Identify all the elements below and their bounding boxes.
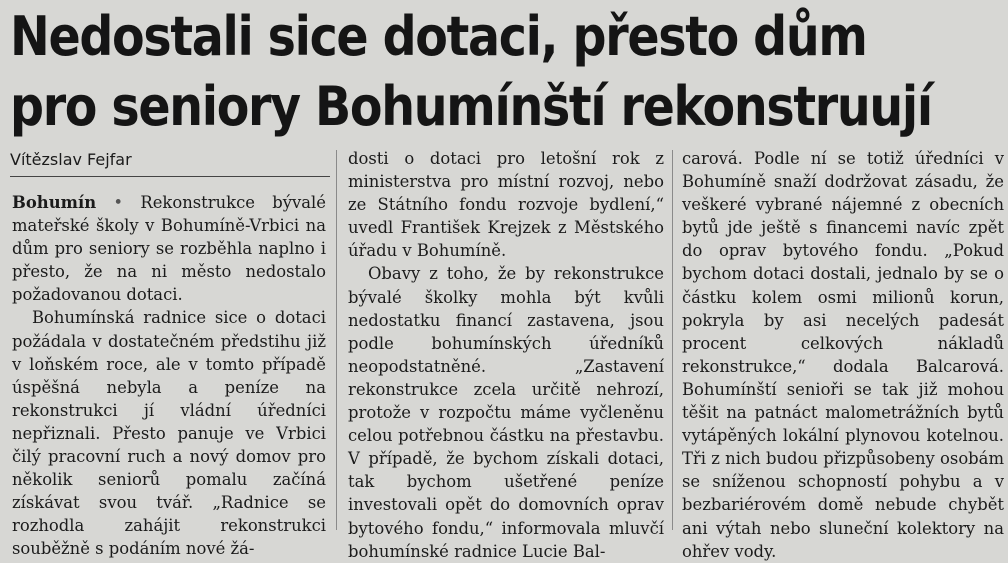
author-byline: Vítězslav Fejfar xyxy=(10,150,132,169)
column-divider-2 xyxy=(672,150,673,530)
paragraph: Obavy z toho, že by rekonstrukce bývalé školky mohla být kvůli nedostatku financí zastavena, jsou podle bohumínských úředníků neopodstatněné. „Zastavení rekonstrukce zcela určitě nehrozí, protože v rozpočtu máme vyčleněnu celou potřebnou částku na přestavbu. V případě, že bychom získali dotaci, tak bychom ušetřené peníze investovali opět do domovních oprav bytového fondu,“ informovala mluvčí bohumínské radnice Lucie Bal- xyxy=(348,264,664,561)
article-column-1 xyxy=(12,191,326,561)
paragraph: Bohumínská radnice sice o dotaci požádala v dostatečném předstihu již v loňském roce, ale v tomto případě úspěšná nebyla a peníze na rekonstrukci jí vládní úředníci nepřiznali. Přesto panuje ve Vrbici čilý pracovní ruch a nový domov pro několik seniorů pomalu začíná získávat svou tvář. „Radnice se rozhodla zahájit rekonstrukci souběžně s podáním nové žá- xyxy=(12,308,326,559)
column-divider-1 xyxy=(336,150,337,530)
article-headline xyxy=(10,2,932,142)
byline-divider xyxy=(10,176,330,177)
dateline-bullet: • xyxy=(113,193,124,212)
dateline: Bohumín xyxy=(12,193,97,212)
lead-text: Rekonstrukce bývalé mateřské školy v Bohumíně-Vrbici na dům pro seniory se rozběhla naplno i přesto, že na ni město nedostalo požadovanou dotaci. xyxy=(12,193,326,305)
article-column-3 xyxy=(682,147,1004,563)
headline-line-1: Nedostali sice dotaci, přesto dům xyxy=(10,5,867,68)
paragraph: dosti o dotaci pro letošní rok z ministerstva pro místní rozvoj, nebo ze Státního fondu rozvoje bydlení,“ uvedl František Krejzek z Městského úřadu v Bohumíně. xyxy=(348,149,664,261)
lead-paragraph xyxy=(12,191,326,306)
paragraph: carová. Podle ní se totiž úředníci v Bohumíně snaží dodržovat zásadu, že veškeré vybrané nájemné z obecních bytů jde ještě s financemi navíc zpět do oprav bytového fondu. „Pokud bychom dotaci dostali, jednalo by se o částku kolem osmi milionů korun, pokryla by asi necelých padesát procent celkových nákladů rekonstrukce,“ dodala Balcarová. Bohumínští senioři se tak již mohou těšit na patnáct malometrážních bytů vytápěných lokální plynovou kotelnou. Tři z nich budou přizpůsobeny osobám se sníženou schopností pohybu a v bezbariérovém domě nebude chybět ani výtah nebo sluneční kolektory na ohřev vody. xyxy=(682,149,1004,561)
article-column-2 xyxy=(348,147,664,563)
headline-line-2: pro seniory Bohumínští rekonstruují xyxy=(10,75,932,138)
